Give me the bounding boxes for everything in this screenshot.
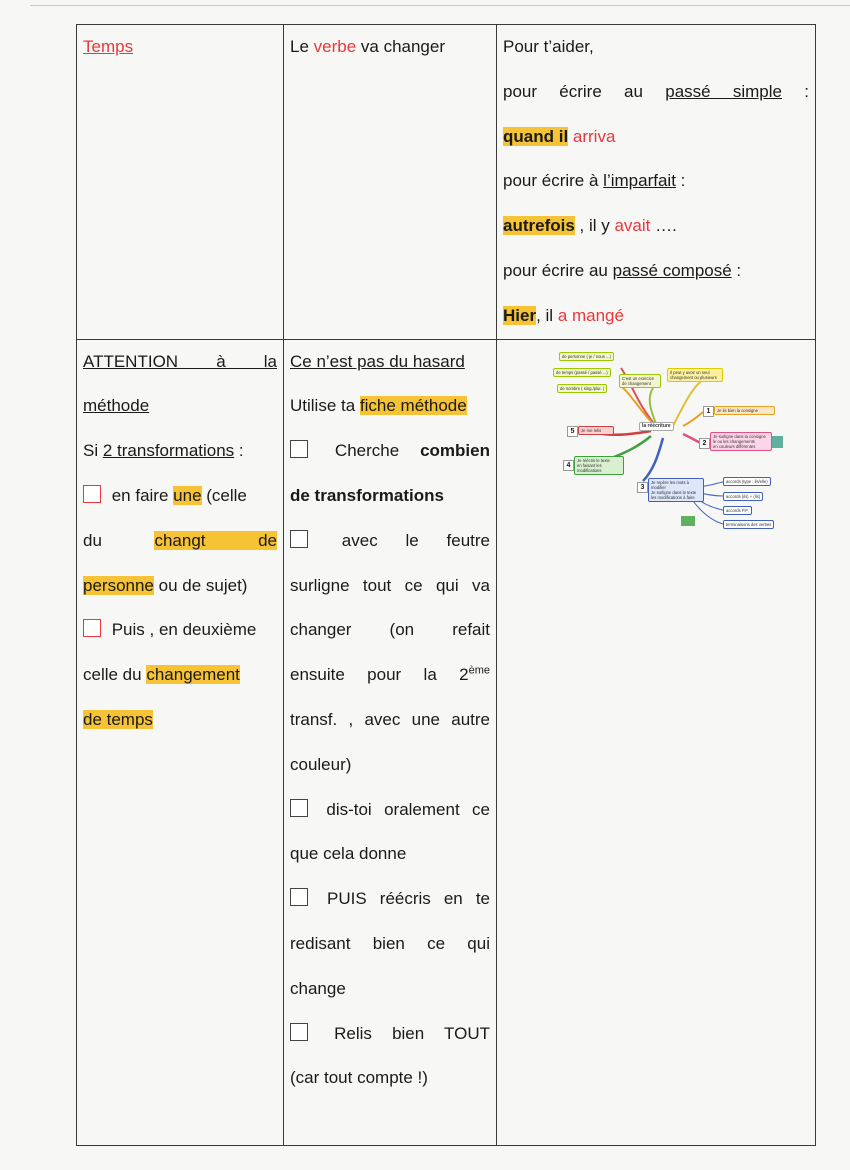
text: Le [290,37,314,56]
text-line: redisant bien ce qui [290,933,490,953]
cell-attention [77,339,284,1145]
mindmap-node [710,432,772,451]
mindmap-node: Je me relis [578,426,614,435]
step-two-cont [83,698,277,743]
imparfait-line [503,159,809,204]
text-line: change [290,978,346,998]
text: Relis bien TOUT [314,1023,490,1043]
text: ensuite pour la 2 [290,665,469,685]
table-row [77,25,816,340]
text-line: transf. , avec une autre [290,709,490,729]
checkbox-icon[interactable] [290,888,308,906]
table-row [77,339,816,1145]
hasard-heading: Ce n’est pas du hasard [290,351,465,371]
checkbox-icon[interactable] [290,440,308,458]
check-combien [290,429,490,474]
passe-simple-line [503,70,809,115]
passe-simple-example [503,115,809,160]
text: en couleurs différentes [713,443,756,449]
verb-example: arriva [568,126,616,146]
attention-line: ATTENTION à la [83,351,277,371]
methode-line: méthode [83,396,150,416]
mindmap-node: de personne ( je / nous ...) [559,352,614,361]
aide-intro: Pour t’aider, [503,37,594,56]
text: en faire [107,485,174,505]
text: pour écrire au [503,81,666,101]
cell-mindmap [497,339,816,1145]
text: Puis , en deuxième [107,620,257,640]
text-line: (car tout compte !) [290,1068,428,1088]
text: Je réécris le texte [577,457,610,463]
checkbox-icon[interactable] [290,799,308,817]
text: en faisant les modifications [577,462,602,473]
time-marker: autrefois [503,216,575,236]
text: 2 transformations [102,441,235,461]
text-line [290,653,490,698]
text: Je repère les mots à modifier [651,479,689,490]
transformations-bold: de transformations [290,485,444,505]
text: : [675,171,686,191]
check-oralement [290,788,490,833]
highlight: une [173,485,202,505]
tense-name: l’imparfait [603,171,676,191]
checkbox-icon[interactable] [290,1023,308,1041]
text: combien [420,441,490,461]
verb-example: a mangé [557,305,624,325]
text-line: couleur) [290,754,352,774]
text: le ou les changements [713,438,755,444]
text: celle du [83,665,147,685]
text: du [83,530,155,550]
superscript: ème [468,664,490,677]
text-line: changer (on refait [290,620,490,640]
cell-temps [77,25,284,340]
checkbox-icon[interactable] [290,530,308,548]
cell-aide [497,25,816,340]
text: pour écrire à [503,171,604,191]
text: dis-toi oralement ce [314,799,490,819]
transformations-line [83,429,277,474]
mindmap-node: accords (type : ils/elle) [723,477,771,486]
check-relis [290,1012,490,1057]
mindmap-node: C'est un exercice de changement [619,374,661,388]
step-number: 1 [703,406,714,417]
step-number: 2 [699,438,710,449]
verbe-word: verbe [313,37,357,56]
step-one-cont [83,564,277,609]
check-feutre [290,519,490,564]
text: (celle [201,485,247,505]
mindmap-node: Il peut y avoir un seul changement ou plusieurs [667,368,723,382]
step-one-cont [83,519,277,564]
step-two [83,608,277,653]
text: Si [83,441,103,461]
checkbox-icon[interactable] [83,619,101,637]
text-line: que cela donne [290,844,407,864]
mindmap-node: de nombre ( sing./plur. ) [557,384,607,393]
text: : [782,81,809,101]
highlight: changt de [154,530,277,550]
mindmap-node: accords P.P. [723,506,752,515]
step-number: 3 [637,482,648,493]
text-line: surligne tout ce qui va [290,575,490,595]
text: Je surligne dans le texte [651,489,697,495]
method-table [76,24,816,1146]
checkbox-icon[interactable] [83,485,101,503]
text: Cherche [314,441,421,461]
mindmap-node [648,478,704,502]
text: va changer [356,37,446,56]
cell-verbe [284,25,497,340]
text: avec le feutre [314,530,490,550]
mindmap-center: la réécriture [639,422,674,431]
tense-name: passé simple [665,81,782,101]
highlight: personne [83,575,154,595]
cell-hasard [284,339,497,1145]
time-marker: quand il [503,126,569,146]
step-one [83,474,277,519]
text: Je surligne dans la consigne [713,433,766,439]
passe-compose-example [503,294,809,339]
time-marker: Hier [503,305,537,325]
verb-example: avait [614,216,651,236]
step-number: 4 [563,460,574,471]
mindmap-node [574,456,624,475]
text: …. [650,216,677,236]
text: , il [536,305,558,325]
step-number: 5 [567,426,578,437]
passe-compose-line [503,249,809,294]
page-top-line [30,5,850,6]
mindmap-node: de temps (passé / passé ...) [553,368,611,377]
text: : [234,441,244,461]
text: , il y [574,216,615,236]
step-two-cont [83,653,277,698]
text: ou de sujet) [153,575,248,595]
mindmap-image [533,346,793,536]
check-reecris [290,877,490,922]
tense-name: passé composé [612,260,732,280]
mindmap-node: terminaisons des verbes [723,520,774,529]
highlight: fiche méthode [359,396,467,416]
fiche-line [290,384,490,429]
temps-heading: Temps [83,37,134,56]
text: les modifications à faire [651,494,695,500]
text: Utilise ta [290,396,360,416]
mindmap-node: accords (ils) + (ils) [723,492,763,501]
highlight: changement [146,665,240,685]
text: pour écrire au [503,260,613,280]
text: PUIS réécris en te [314,889,490,909]
imparfait-example [503,204,809,249]
highlight: de temps [83,709,153,729]
text: : [731,260,742,280]
mindmap-node: Je lis bien la consigne [714,406,775,415]
